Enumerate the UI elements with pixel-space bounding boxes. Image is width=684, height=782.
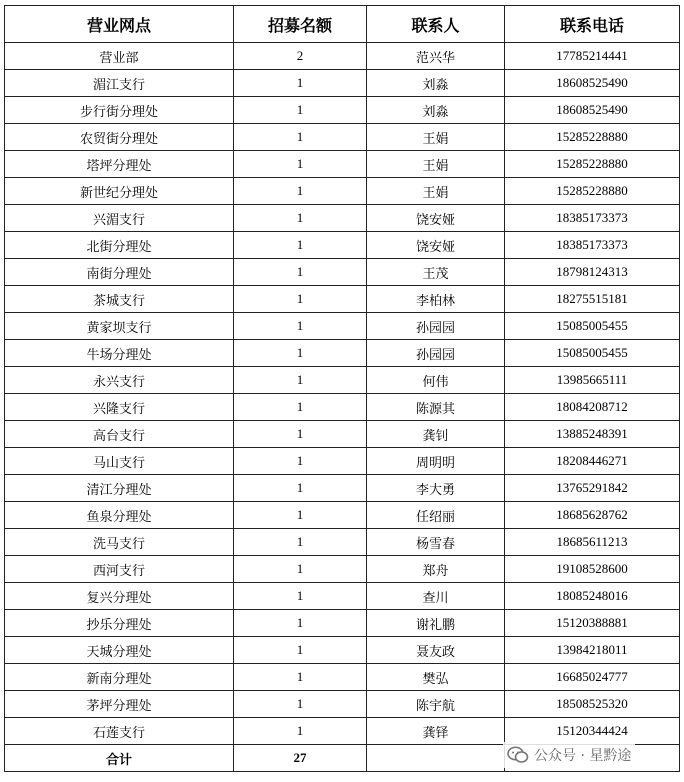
cell-branch: 西河支行 [5, 556, 234, 583]
cell-contact: 饶安娅 [367, 232, 505, 259]
cell-phone: 18685611213 [505, 529, 680, 556]
cell-quota: 1 [234, 691, 367, 718]
cell-quota: 1 [234, 664, 367, 691]
table-row [5, 610, 680, 637]
cell-contact: 饶安娅 [367, 205, 505, 232]
cell-phone: 18608525490 [505, 70, 680, 97]
cell-phone: 13985665111 [505, 367, 680, 394]
cell-phone: 13984218011 [505, 637, 680, 664]
table-row [5, 151, 680, 178]
cell-contact: 龚铎 [367, 718, 505, 745]
cell-contact: 孙园园 [367, 313, 505, 340]
cell-branch: 马山支行 [5, 448, 234, 475]
cell-contact: 刘淼 [367, 70, 505, 97]
cell-phone: 18508525320 [505, 691, 680, 718]
cell-contact: 王娟 [367, 151, 505, 178]
cell-quota: 1 [234, 718, 367, 745]
cell-branch: 永兴支行 [5, 367, 234, 394]
cell-contact: 查川 [367, 583, 505, 610]
cell-phone: 16685024777 [505, 664, 680, 691]
cell-quota: 1 [234, 502, 367, 529]
cell-phone: 15085005455 [505, 313, 680, 340]
cell-branch: 营业部 [5, 43, 234, 70]
cell-contact: 李大勇 [367, 475, 505, 502]
table-row [5, 70, 680, 97]
cell-contact: 王茂 [367, 259, 505, 286]
cell-quota: 1 [234, 529, 367, 556]
cell-quota: 1 [234, 232, 367, 259]
cell-branch: 湄江支行 [5, 70, 234, 97]
table-row [5, 97, 680, 124]
table-row [5, 43, 680, 70]
total-empty-cell [367, 745, 505, 772]
table-row [5, 124, 680, 151]
header-phone: 联系电话 [505, 6, 680, 43]
cell-quota: 1 [234, 556, 367, 583]
table-row [5, 691, 680, 718]
table-row [5, 232, 680, 259]
cell-contact: 范兴华 [367, 43, 505, 70]
cell-quota: 1 [234, 124, 367, 151]
watermark [503, 742, 635, 768]
cell-phone: 18084208712 [505, 394, 680, 421]
cell-quota: 1 [234, 367, 367, 394]
table-row [5, 529, 680, 556]
cell-quota: 1 [234, 475, 367, 502]
table-row [5, 259, 680, 286]
cell-contact: 聂友政 [367, 637, 505, 664]
cell-quota: 2 [234, 43, 367, 70]
cell-branch: 茅坪分理处 [5, 691, 234, 718]
table-row [5, 340, 680, 367]
cell-branch: 洗马支行 [5, 529, 234, 556]
cell-contact: 刘淼 [367, 97, 505, 124]
cell-phone: 15085005455 [505, 340, 680, 367]
cell-contact: 龚钊 [367, 421, 505, 448]
cell-quota: 1 [234, 70, 367, 97]
cell-phone: 15285228880 [505, 178, 680, 205]
wechat-icon [507, 746, 529, 764]
cell-quota: 1 [234, 259, 367, 286]
cell-branch: 新南分理处 [5, 664, 234, 691]
cell-branch: 复兴分理处 [5, 583, 234, 610]
cell-contact: 孙园园 [367, 340, 505, 367]
cell-phone: 15120344424 [505, 718, 680, 745]
table-row [5, 502, 680, 529]
cell-quota: 1 [234, 421, 367, 448]
cell-phone: 18275515181 [505, 286, 680, 313]
cell-branch: 农贸街分理处 [5, 124, 234, 151]
table-row [5, 718, 680, 745]
cell-branch: 鱼泉分理处 [5, 502, 234, 529]
cell-phone: 17785214441 [505, 43, 680, 70]
cell-contact: 陈源其 [367, 394, 505, 421]
cell-quota: 1 [234, 394, 367, 421]
cell-branch: 南街分理处 [5, 259, 234, 286]
cell-phone: 15285228880 [505, 124, 680, 151]
cell-phone: 13765291842 [505, 475, 680, 502]
cell-contact: 杨雪春 [367, 529, 505, 556]
cell-quota: 1 [234, 583, 367, 610]
header-row [5, 6, 680, 43]
table-row [5, 205, 680, 232]
cell-branch: 兴隆支行 [5, 394, 234, 421]
cell-quota: 1 [234, 151, 367, 178]
cell-contact: 任绍丽 [367, 502, 505, 529]
table-row [5, 556, 680, 583]
cell-quota: 1 [234, 286, 367, 313]
cell-branch: 茶城支行 [5, 286, 234, 313]
cell-phone: 18385173373 [505, 205, 680, 232]
table-row [5, 178, 680, 205]
cell-phone: 18085248016 [505, 583, 680, 610]
header-contact: 联系人 [367, 6, 505, 43]
cell-quota: 1 [234, 448, 367, 475]
table-row [5, 367, 680, 394]
table-row [5, 475, 680, 502]
cell-contact: 郑舟 [367, 556, 505, 583]
cell-phone: 18385173373 [505, 232, 680, 259]
cell-branch: 牛场分理处 [5, 340, 234, 367]
cell-contact: 谢礼鹏 [367, 610, 505, 637]
cell-quota: 1 [234, 178, 367, 205]
cell-phone: 18208446271 [505, 448, 680, 475]
cell-phone: 18798124313 [505, 259, 680, 286]
cell-quota: 1 [234, 340, 367, 367]
cell-phone: 18608525490 [505, 97, 680, 124]
cell-contact: 何伟 [367, 367, 505, 394]
total-label: 合计 [5, 745, 234, 772]
cell-branch: 抄乐分理处 [5, 610, 234, 637]
cell-contact: 王娟 [367, 178, 505, 205]
cell-quota: 1 [234, 637, 367, 664]
cell-phone: 15285228880 [505, 151, 680, 178]
cell-branch: 新世纪分理处 [5, 178, 234, 205]
table-row [5, 583, 680, 610]
header-branch: 营业网点 [5, 6, 234, 43]
cell-phone: 13885248391 [505, 421, 680, 448]
table-row [5, 421, 680, 448]
cell-branch: 兴湄支行 [5, 205, 234, 232]
recruitment-table [4, 5, 680, 772]
cell-phone: 19108528600 [505, 556, 680, 583]
table-row [5, 313, 680, 340]
cell-branch: 天城分理处 [5, 637, 234, 664]
total-count: 27 [234, 745, 367, 772]
cell-quota: 1 [234, 97, 367, 124]
table-row [5, 448, 680, 475]
cell-contact: 樊弘 [367, 664, 505, 691]
cell-branch: 步行街分理处 [5, 97, 234, 124]
table-row [5, 664, 680, 691]
cell-contact: 王娟 [367, 124, 505, 151]
cell-contact: 陈宇航 [367, 691, 505, 718]
cell-phone: 15120388881 [505, 610, 680, 637]
header-quota: 招募名额 [234, 6, 367, 43]
cell-quota: 1 [234, 610, 367, 637]
cell-quota: 1 [234, 313, 367, 340]
cell-quota: 1 [234, 205, 367, 232]
table-row [5, 637, 680, 664]
cell-branch: 石莲支行 [5, 718, 234, 745]
cell-branch: 清江分理处 [5, 475, 234, 502]
cell-contact: 周明明 [367, 448, 505, 475]
table-row [5, 286, 680, 313]
watermark-text: 公众号 · 星黔途 [534, 748, 632, 764]
cell-phone: 18685628762 [505, 502, 680, 529]
cell-contact: 李柏林 [367, 286, 505, 313]
table-row [5, 394, 680, 421]
cell-branch: 北街分理处 [5, 232, 234, 259]
cell-branch: 塔坪分理处 [5, 151, 234, 178]
cell-branch: 黄家坝支行 [5, 313, 234, 340]
cell-branch: 高台支行 [5, 421, 234, 448]
